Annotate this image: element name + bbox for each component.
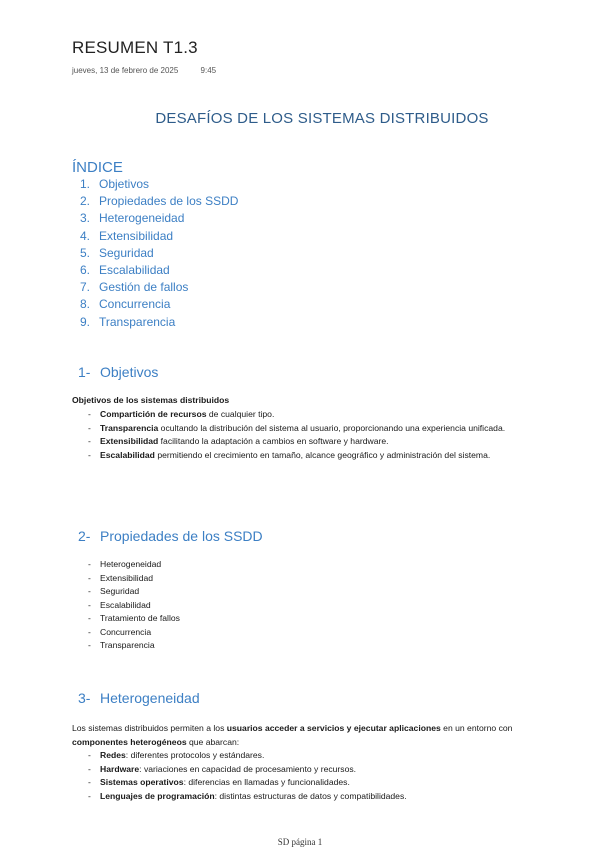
section-heading-heterogeneidad bbox=[78, 690, 200, 706]
list-item-text: de cualquier tipo. bbox=[206, 409, 275, 419]
paragraph-text: en un entorno con bbox=[440, 723, 513, 733]
list-item-term: Compartición de recursos bbox=[100, 409, 207, 419]
paragraph-bold: usuarios acceder a servicios y ejecutar aplicaciones bbox=[226, 723, 441, 733]
list-item-term: Lenguajes de programación bbox=[100, 790, 215, 801]
list-item bbox=[86, 790, 536, 804]
list-item: - Transparencia bbox=[86, 639, 536, 653]
list-item-text: : variaciones en capacidad de procesamiento y recursos. bbox=[139, 763, 357, 774]
page-footer: SD página 1 bbox=[277, 837, 323, 847]
list-item-term: Sistemas operativos bbox=[100, 777, 184, 787]
toc-item-number: 8. bbox=[80, 297, 91, 312]
list-item-text: permitiendo el crecimiento en tamaño, alcance geográfico y administración del sistema. bbox=[154, 449, 491, 460]
toc-item-label: Escalabilidad bbox=[99, 262, 170, 277]
section-heading-propiedades bbox=[78, 528, 263, 544]
objetivos-intro: Objetivos de los sistemas distribuidos bbox=[72, 395, 230, 405]
list-item-term: Hardware bbox=[100, 763, 140, 774]
page-date: jueves, 13 de febrero de 2025 bbox=[72, 66, 179, 75]
page-timestamp bbox=[72, 66, 216, 75]
toc-item-label: Transparencia bbox=[99, 314, 176, 329]
list-item-text: : diferentes protocolos y estándares. bbox=[125, 750, 265, 760]
toc-item[interactable] bbox=[80, 176, 238, 193]
toc-item-label: Gestión de fallos bbox=[99, 280, 189, 295]
objetivos-list bbox=[86, 408, 536, 462]
toc-item-number: 2. bbox=[80, 194, 91, 209]
propiedades-list bbox=[86, 558, 536, 653]
toc-item-number: 7. bbox=[80, 280, 91, 295]
list-item bbox=[86, 435, 536, 449]
list-item: - Escalabilidad bbox=[86, 599, 536, 613]
page-title: RESUMEN T1.3 bbox=[72, 38, 198, 57]
heterogeneidad-paragraph bbox=[72, 722, 532, 749]
toc-item-label: Extensibilidad bbox=[99, 228, 174, 243]
toc-item[interactable] bbox=[80, 193, 238, 210]
toc-item-number: 4. bbox=[80, 228, 91, 243]
paragraph-bold: componentes heterogéneos bbox=[72, 736, 187, 747]
section-heading-objetivos bbox=[78, 364, 158, 380]
page-time: 9:45 bbox=[200, 66, 217, 75]
toc-item-number: 5. bbox=[80, 245, 91, 260]
toc-list bbox=[80, 176, 238, 331]
toc-item-number: 9. bbox=[80, 314, 91, 329]
list-item-text: : diferencias en llamadas y funcionalidades. bbox=[183, 777, 350, 787]
toc-item-label: Concurrencia bbox=[99, 297, 171, 312]
section-title: Heterogeneidad bbox=[100, 690, 200, 706]
list-item-term: Extensibilidad bbox=[100, 436, 159, 446]
toc-item-label: Heterogeneidad bbox=[99, 211, 185, 226]
list-item: - Tratamiento de fallos bbox=[86, 612, 536, 626]
section-title: Objetivos bbox=[100, 364, 159, 380]
toc-item[interactable] bbox=[80, 228, 238, 245]
heterogeneidad-list bbox=[86, 749, 536, 803]
list-item bbox=[86, 422, 536, 436]
toc-heading: ÍNDICE bbox=[72, 159, 123, 176]
list-item-text: ocultando la distribución del sistema al usuario, proporcionando una experiencia unificada. bbox=[158, 422, 506, 433]
toc-item-number: 6. bbox=[80, 262, 91, 277]
list-item-term: Redes bbox=[100, 750, 126, 760]
toc-item-number: 1. bbox=[80, 177, 91, 191]
section-number: 2- bbox=[78, 528, 91, 544]
list-item bbox=[86, 763, 536, 777]
toc-item-label: Seguridad bbox=[99, 245, 154, 260]
list-item-text: facilitando la adaptación a cambios en software y hardware. bbox=[158, 436, 389, 446]
toc-item[interactable] bbox=[80, 245, 238, 262]
paragraph-text: Los sistemas distribuidos permiten a los bbox=[72, 723, 227, 733]
paragraph-text: que abarcan: bbox=[186, 736, 240, 747]
list-item-term: Transparencia bbox=[100, 422, 159, 433]
section-number: 1- bbox=[78, 364, 91, 380]
toc-item[interactable] bbox=[80, 210, 238, 227]
list-item: - Heterogeneidad bbox=[86, 558, 536, 572]
toc-item[interactable] bbox=[80, 314, 238, 331]
toc-item-label: Propiedades de los SSDD bbox=[99, 194, 239, 209]
list-item-term: Escalabilidad bbox=[100, 449, 155, 460]
list-item: - Extensibilidad bbox=[86, 572, 536, 586]
list-item: - Seguridad bbox=[86, 585, 536, 599]
list-item bbox=[86, 449, 536, 463]
toc-item-label: Objetivos bbox=[99, 177, 150, 191]
list-item bbox=[86, 776, 536, 790]
list-item-text: : distintas estructuras de datos y compatibilidades. bbox=[214, 790, 407, 801]
list-item: - Concurrencia bbox=[86, 626, 536, 640]
toc-item[interactable] bbox=[80, 279, 238, 296]
list-item bbox=[86, 408, 536, 422]
list-item bbox=[86, 749, 536, 763]
toc-item[interactable] bbox=[80, 296, 238, 313]
section-number: 3- bbox=[78, 690, 91, 706]
section-title: Propiedades de los SSDD bbox=[100, 528, 263, 544]
toc-item[interactable] bbox=[80, 262, 238, 279]
toc-item-number: 3. bbox=[80, 211, 91, 226]
main-heading: DESAFÍOS DE LOS SISTEMAS DISTRIBUIDOS bbox=[155, 110, 489, 127]
